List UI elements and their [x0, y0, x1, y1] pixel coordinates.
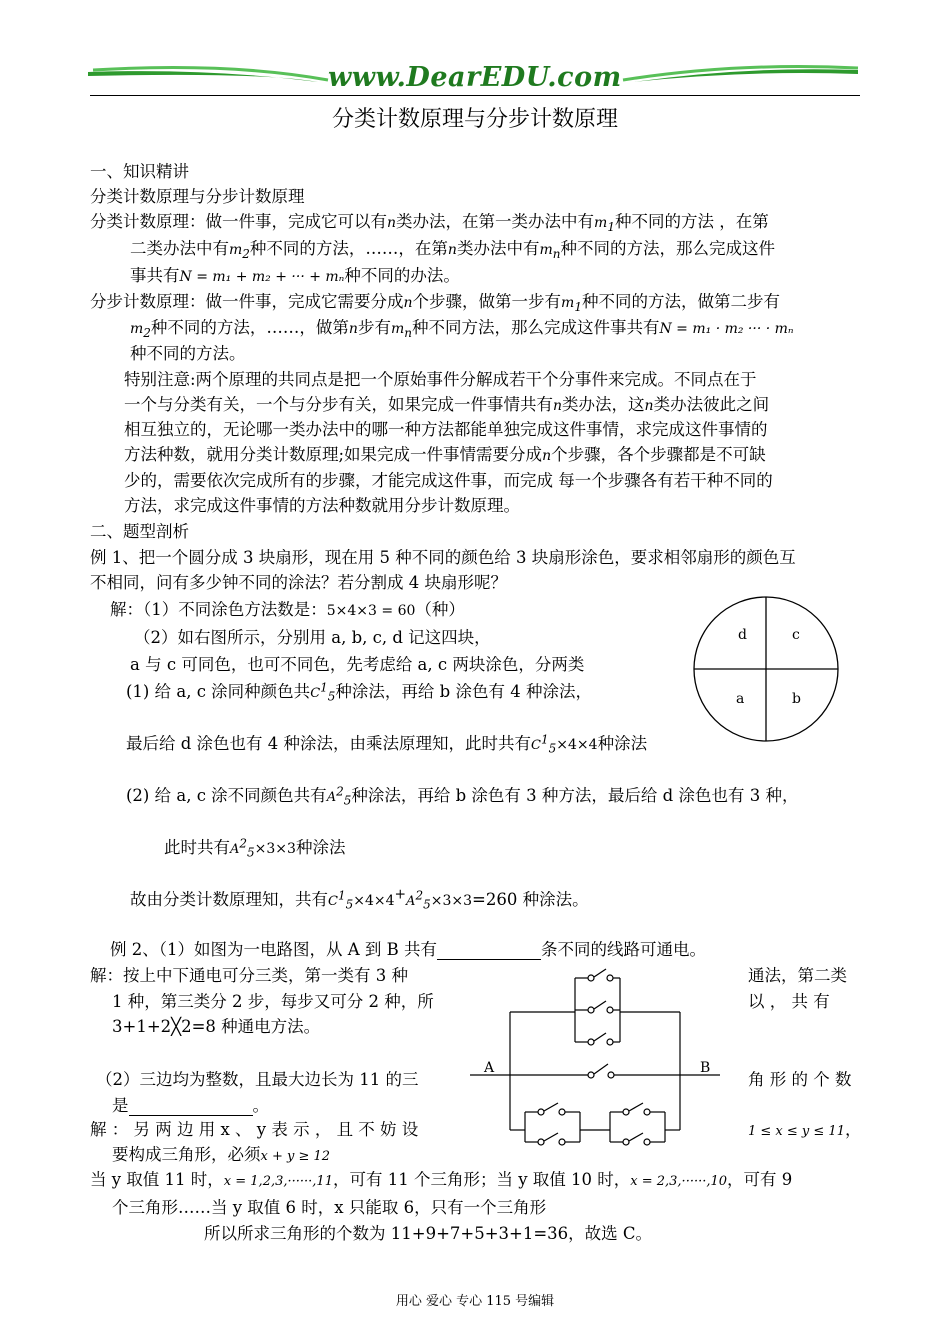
solution2-line1a: 解：按上中下通电可分三类，第一类有 3 种: [90, 966, 408, 985]
mul-rule-line3: 种不同的方法。: [130, 344, 246, 363]
section2-heading: 二、题型剖析: [90, 522, 189, 541]
note-line5: 少的，需要依次完成所有的步骤，才能完成这件事，而完成 每一个步骤各有若干种不同的: [124, 471, 773, 490]
solution1-line4: (1) 给 a, c 涂同种颜色共$C^1_5$种涂法，再给 b 涂色有 4 种涂法，: [126, 680, 592, 704]
solution2-line3: 3+1+2╳2=8 种通电方法。: [112, 1017, 321, 1036]
note-line6: 方法，求完成这件事情的方法种数就用分步计数原理。: [124, 496, 520, 515]
example1-line2: 不相同，问有多少钟不同的涂法？若分割成 4 块扇形呢？: [90, 573, 507, 592]
sector-label-b: b: [792, 691, 801, 707]
site-logo: www.DearEDU.com: [328, 62, 622, 93]
solution1-line8: 故由分类计数原理知，共有$C^1_5\times 4\times 4^+A^2_5\times 3\times 3=260$ 种涂法。: [130, 886, 589, 912]
example2-part2-line1a: （2）三边均为整数，且最大边长为 11 的三: [96, 1070, 419, 1089]
circuit-diagram: [470, 960, 740, 1160]
sector-label-d: d: [738, 627, 747, 643]
circuit-label-a: A: [484, 1060, 495, 1076]
solution3-line1a: 解 ： 另 两 边 用 x 、 y 表 示 ， 且 不 妨 设: [90, 1120, 419, 1139]
example2-line1: 例 2、（1）如图为一电路图，从 A 到 B 共有 条不同的线路可通电。: [110, 940, 707, 959]
mul-rule-line1: 分步计数原理：做一件事，完成它需要分成n个步骤，做第一步有$m_1$种不同的方法，做第二步有: [90, 292, 780, 314]
note-line1: 特别注意:两个原理的共同点是把一个原始事件分解成若干个分事件来完成。不同点在于: [124, 370, 757, 389]
note-line3: 相互独立的，无论哪一类办法中的哪一种方法都能单独完成这件事情，求完成这件事情的: [124, 420, 768, 439]
solution1-line3: a 与 c 可同色，也可不同色，先考虑给 a, c 两块涂色，分两类: [130, 655, 585, 674]
circuit-label-b: B: [700, 1060, 711, 1076]
add-rule-line1: 分类计数原理：做一件事，完成它可以有n类办法，在第一类办法中有$m_1$种不同的方法 ，在第: [90, 212, 769, 234]
solution1-line1: 解：（1）不同涂色方法数是：5×4×3 = 60（种）: [110, 600, 465, 619]
solution3-line4: 个三角形……当 y 取值 6 时，x 只能取 6，只有一个三角形: [112, 1198, 547, 1217]
sector-label-a: a: [736, 691, 745, 707]
solution2-line1b: 通法，第二类: [748, 966, 847, 985]
section1-heading: 一、知识精讲: [90, 162, 189, 181]
solution1-line7: 此时共有$A^2_5\times 3\times 3$种涂法: [164, 836, 346, 860]
circle-diagram: [692, 595, 840, 743]
solution3-line2: 要构成三角形，必须x + y ≥ 12: [112, 1145, 331, 1164]
example2-part2-line2: 是 。: [112, 1096, 269, 1115]
example2-part2-line1b: 角 形 的 个 数: [748, 1070, 852, 1089]
solution2-line2b: 以 ， 共 有: [748, 992, 830, 1011]
solution3-line3: 当 y 取值 11 时，x = 1,2,3,······,11，可有 11 个三角形；当 y 取值 10 时，x = 2,3,······,10，可有 9: [90, 1170, 793, 1189]
add-rule-line3: 事共有N = m₁ + m₂ + ··· + mₙ种不同的办法。: [130, 266, 460, 285]
example1-line1: 例 1、把一个圆分成 3 块扇形，现在用 5 种不同的颜色给 3 块扇形涂色，要求相邻扇形的颜色互: [90, 548, 796, 567]
solution2-line2a: 1 种，第三类分 2 步，每步又可分 2 种，所: [112, 992, 434, 1011]
solution1-line5: 最后给 d 涂色也有 4 种涂法，由乘法原理知，此时共有$C^1_5\times 4\times 4$种涂法: [126, 732, 648, 756]
note-line2: 一个与分类有关，一个与分步有关，如果完成一件事情共有n类办法，这n类办法彼此之间: [124, 395, 770, 414]
solution1-line6: (2) 给 a, c 涂不同颜色共有$A^2_5$种涂法，再给 b 涂色有 3 种方法，最后给 d 涂色也有 3 种，: [126, 784, 799, 808]
solution3-line5: 所以所求三角形的个数为 11+9+7+5+3+1=36，故选 C。: [204, 1224, 653, 1243]
header-rule: [90, 95, 860, 96]
solution1-line2: （2）如右图所示，分别用 a, b, c, d 记这四块，: [134, 628, 491, 647]
section1-subheading: 分类计数原理与分步计数原理: [90, 187, 305, 206]
add-rule-line2: 二类办法中有$m_2$种不同的方法，……，在第n类办法中有$m_n$种不同的方法，那么完成这件: [130, 239, 775, 261]
page-title: 分类计数原理与分步计数原理: [331, 107, 618, 132]
page-footer: 用心 爱心 专心 115 号编辑: [395, 1294, 555, 1309]
sector-label-c: c: [792, 627, 800, 643]
solution3-line1b: 1 ≤ x ≤ y ≤ 11，: [748, 1120, 862, 1139]
mul-rule-line2: $m_2$种不同的方法，……，做第n步有$m_n$种不同方法，那么完成这件事共有N = m₁ · m₂ ··· · mₙ: [130, 318, 794, 340]
note-line4: 方法种数，就用分类计数原理;如果完成一件事情需要分成n个步骤，各个步骤都是不可缺: [124, 445, 766, 464]
